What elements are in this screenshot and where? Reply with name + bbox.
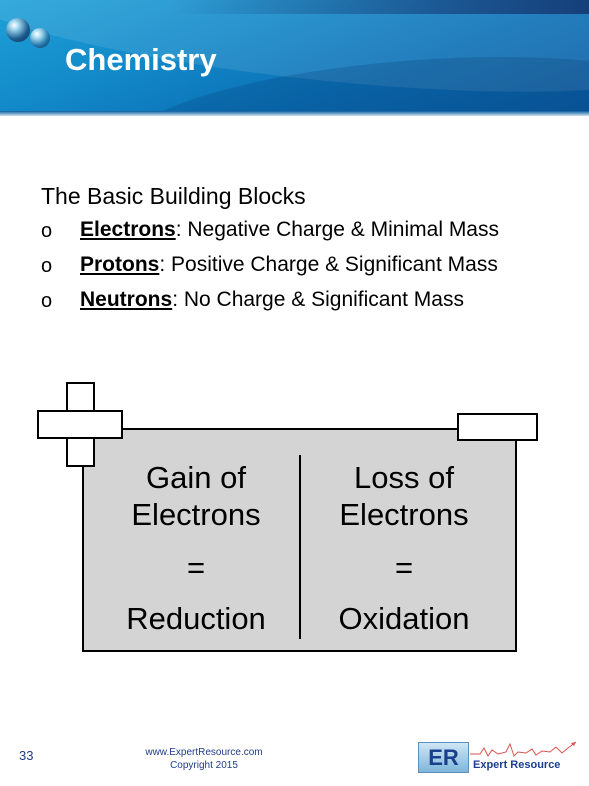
bullet-text bbox=[80, 253, 498, 277]
slide-title: Chemistry bbox=[65, 42, 217, 77]
header-bottom-edge bbox=[0, 111, 589, 116]
bullet-term: Protons bbox=[80, 253, 160, 276]
page-number: 33 bbox=[19, 748, 34, 763]
bullet-desc: : Positive Charge & Significant Mass bbox=[159, 253, 498, 276]
bullet-marker: o bbox=[41, 255, 53, 277]
bullet-desc: : No Charge & Significant Mass bbox=[172, 288, 464, 311]
footer-info bbox=[134, 746, 274, 772]
left-line2: Electrons bbox=[131, 497, 261, 532]
orb-icon bbox=[6, 18, 30, 42]
footer-copyright: Copyright 2015 bbox=[170, 760, 238, 771]
negative-terminal bbox=[457, 413, 538, 441]
bullet-marker: o bbox=[41, 220, 53, 242]
right-line2: Electrons bbox=[339, 497, 469, 532]
positive-terminal-center bbox=[68, 412, 93, 437]
footer-website: www.ExpertResource.com bbox=[145, 747, 263, 758]
subheading: The Basic Building Blocks bbox=[41, 183, 306, 209]
bullet-term: Neutrons bbox=[80, 288, 173, 311]
bullet-desc: : Negative Charge & Minimal Mass bbox=[175, 218, 499, 241]
expert-resource-logo bbox=[418, 740, 580, 774]
bullet-marker: o bbox=[41, 290, 53, 312]
left-line1: Gain of bbox=[146, 460, 246, 495]
logo-abbrev: ER bbox=[428, 745, 459, 770]
right-line1: Loss of bbox=[354, 460, 454, 495]
bullet-text bbox=[80, 218, 499, 242]
orb-icon bbox=[30, 28, 50, 48]
logo-name: Expert Resource bbox=[473, 759, 561, 771]
left-equals: = bbox=[186, 550, 206, 585]
bullet-term: Electrons bbox=[80, 218, 176, 241]
header-top-strip bbox=[169, 0, 589, 14]
reduction-label: Reduction bbox=[126, 601, 266, 636]
logo-heartbeat-icon bbox=[470, 740, 580, 760]
gain-of-electrons-label bbox=[92, 459, 300, 533]
loss-of-electrons-label bbox=[301, 459, 507, 533]
bullet-text bbox=[80, 288, 464, 312]
right-equals: = bbox=[394, 550, 414, 585]
oxidation-label: Oxidation bbox=[338, 601, 470, 636]
